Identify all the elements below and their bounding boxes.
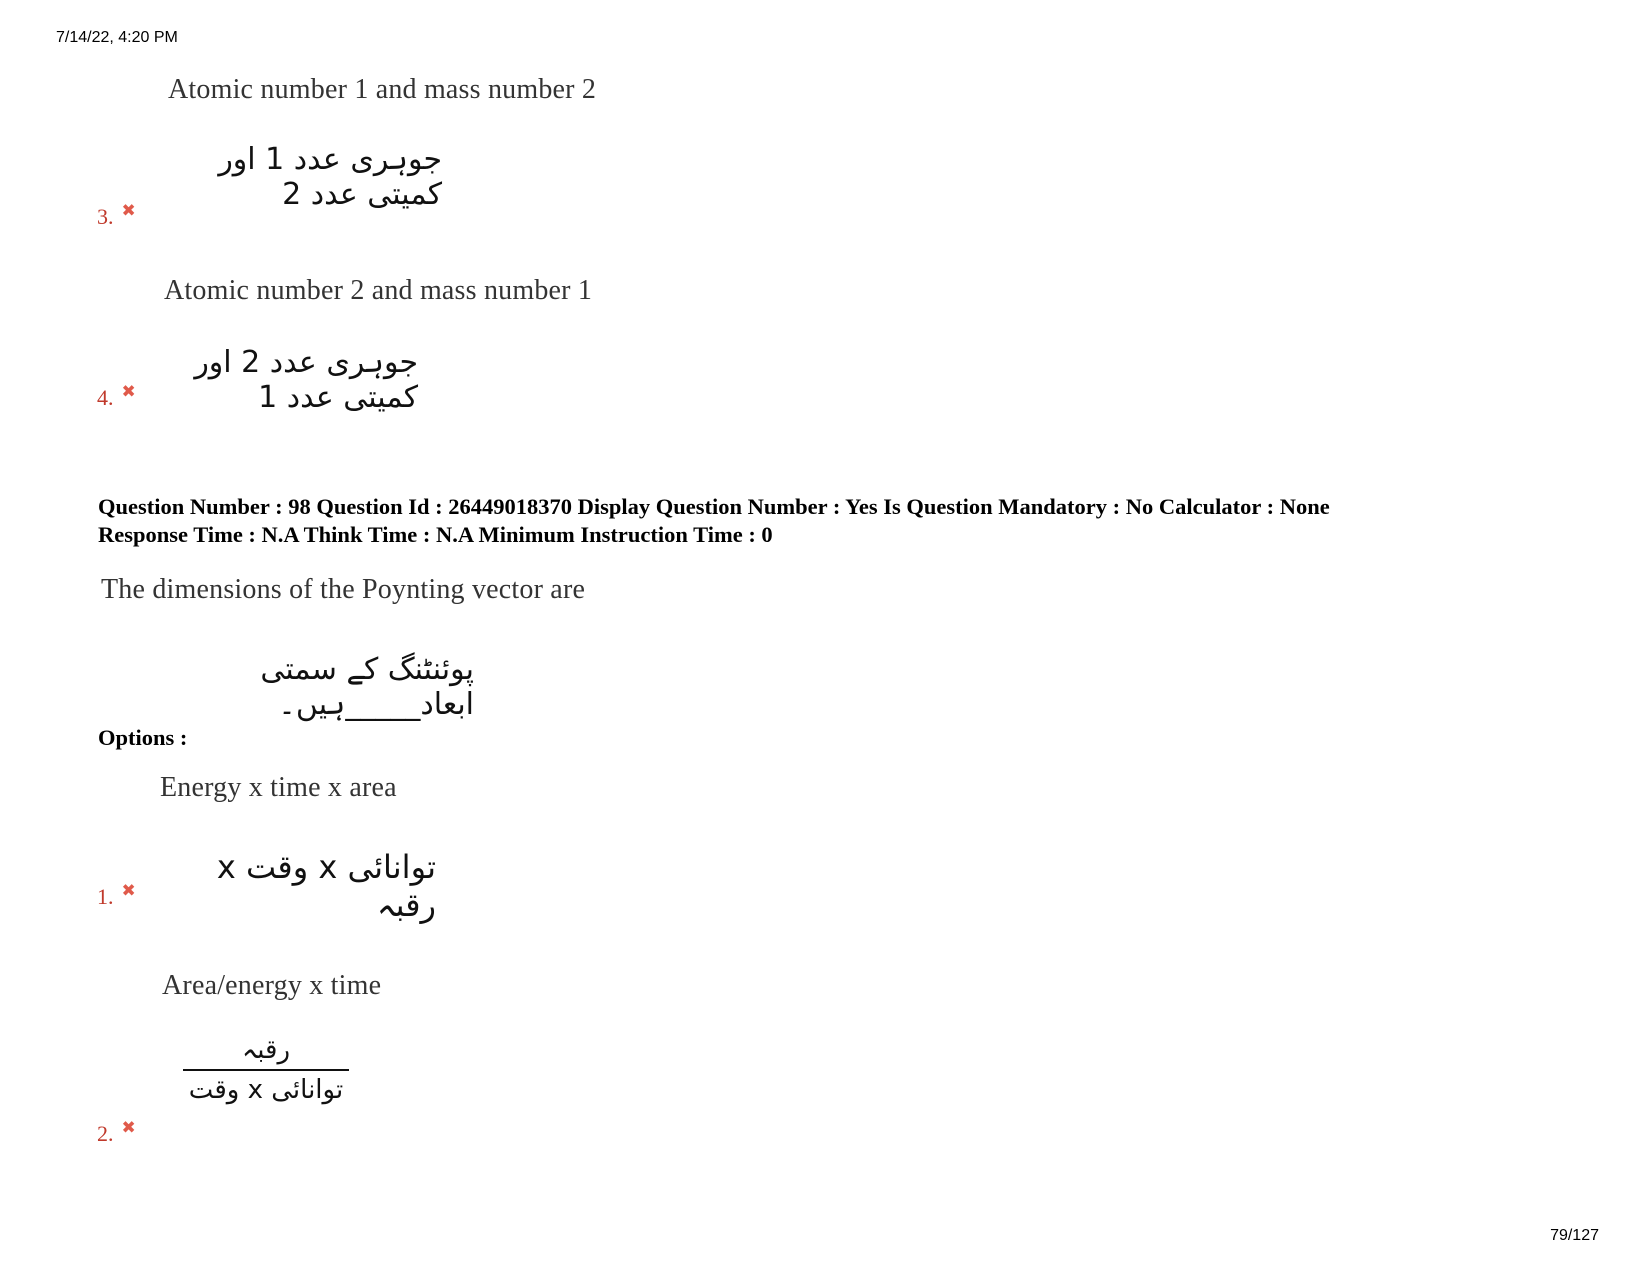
- print-timestamp: 7/14/22, 4:20 PM: [56, 29, 178, 46]
- option-1-urdu: توانائی x وقت x رقبہ: [216, 848, 436, 924]
- option-2-english: Area/energy x time: [162, 970, 382, 1001]
- option-1-english: Energy x time x area: [160, 772, 397, 803]
- fraction-denominator: توانائی x وقت: [188, 1075, 344, 1105]
- option-3-urdu: جوہری عدد 1 اور کمیتی عدد 2: [218, 142, 442, 212]
- question-text-english: The dimensions of the Poynting vector are: [101, 574, 586, 605]
- question-text-urdu: پوئنٹنگ کے سمتی ابعاد_____ہیں۔: [260, 652, 474, 722]
- option-4-urdu: جوہری عدد 2 اور کمیتی عدد 1: [194, 345, 418, 415]
- question-meta-line-2: Response Time : N.A Think Time : N.A Minimum Instruction Time : 0: [98, 522, 773, 547]
- wrong-mark-icon: ✖: [121, 382, 136, 402]
- question-meta-line-1: Question Number : 98 Question Id : 26449018370 Display Question Number : Yes Is Question Mandatory : No Calculator : None: [98, 494, 1330, 519]
- fraction-bar: [183, 1069, 349, 1071]
- option-1-marker: [97, 881, 136, 910]
- fraction-numerator: رقبہ: [241, 1035, 291, 1065]
- option-1-number: 1.: [97, 884, 114, 909]
- option-3-number: 3.: [97, 204, 114, 229]
- wrong-mark-icon: ✖: [121, 1118, 136, 1138]
- option-3-marker: [97, 201, 136, 230]
- option-4-marker: [97, 382, 136, 411]
- wrong-mark-icon: ✖: [121, 881, 136, 901]
- option-4-number: 4.: [97, 385, 114, 410]
- option-2-marker: [97, 1118, 136, 1147]
- option-4-english: Atomic number 2 and mass number 1: [164, 275, 593, 306]
- page-number: 79/127: [1550, 1227, 1599, 1244]
- option-3-english: Atomic number 1 and mass number 2: [168, 74, 597, 105]
- options-label: Options :: [98, 725, 188, 750]
- wrong-mark-icon: ✖: [121, 201, 136, 221]
- option-2-number: 2.: [97, 1121, 114, 1146]
- option-2-urdu-fraction: [183, 1035, 349, 1105]
